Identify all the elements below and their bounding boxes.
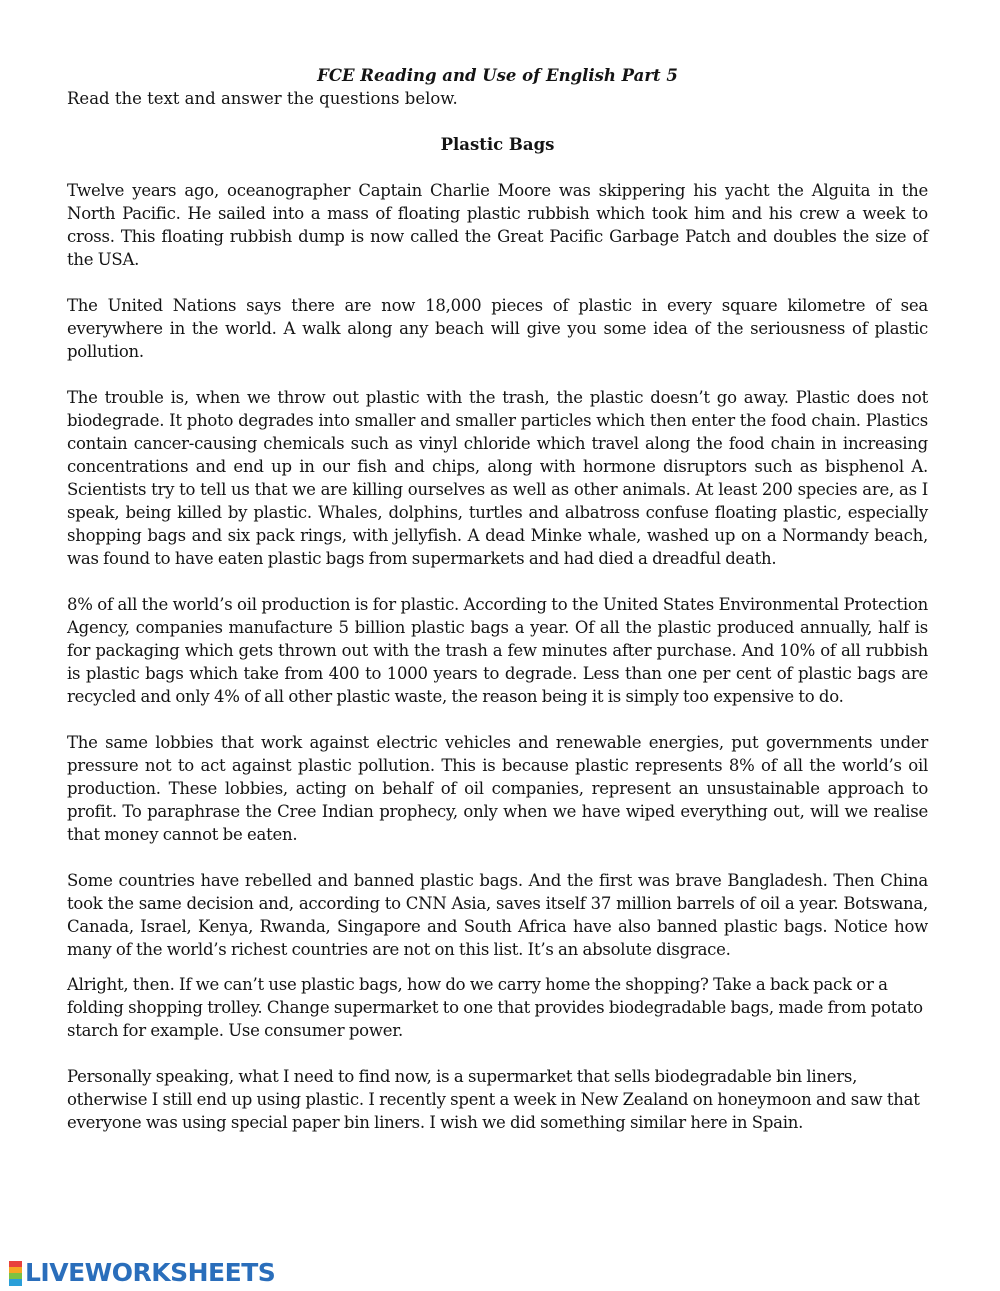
paragraph-2: The United Nations says there are now 18,000 pieces of plastic in every square kilometre of sea everywhere in the world. A walk along any beach will give you some idea of the seriousness of plastic pollution. <box>67 296 928 361</box>
liveworksheets-logo[interactable] <box>9 1258 275 1288</box>
paragraph-8: Personally speaking, what I need to find now, is a supermarket that sells biodegradable bin liners, otherwise I still end up using plastic. I recently spent a week in New Zealand on honeymoon and saw that everyone was using special paper bin liners. I wish we did something similar here in Spain. <box>67 1067 920 1132</box>
paragraph-3: The trouble is, when we throw out plastic with the trash, the plastic doesn’t go away. Plastic does not biodegrade. It photo degrades into smaller and smaller particles which then enter the food chain. Plastics contain cancer-causing chemicals such as vinyl chloride which travel along the food chain in increasing concentrations and end up in our fish and chips, along with hormone disruptors such as bisphenol A. Scientists try to tell us that we are killing ourselves as well as other animals. At least 200 species are, as I speak, being killed by plastic. Whales, dolphins, turtles and albatross confuse floating plastic, especially shopping bags and six pack rings, with jellyfish. A dead Minke whale, washed up on a Normandy beach, was found to have eaten plastic bags from supermarkets and had died a dreadful death. <box>67 388 928 568</box>
paragraph-4: 8% of all the world’s oil production is for plastic. According to the United States Environmental Protection Agency, companies manufacture 5 billion plastic bags a year. Of all the plastic produced annually, half is for packaging which gets thrown out with the trash a few minutes after purchase. And 10% of all rubbish is plastic bags which take from 400 to 1000 years to degrade. Less than one per cent of plastic bags are recycled and only 4% of all other plastic waste, the reason being it is simply too expensive to do. <box>67 595 928 706</box>
paragraph-5: The same lobbies that work against electric vehicles and renewable energies, put governments under pressure not to act against plastic pollution. This is because plastic represents 8% of all the world’s oil production. These lobbies, acting on behalf of oil companies, represent an unsustainable approach to profit. To paraphrase the Cree Indian prophecy, only when we have wiped everything out, will we realise that money cannot be eaten. <box>67 733 928 844</box>
paragraph-1: Twelve years ago, oceanographer Captain Charlie Moore was skippering his yacht the Alguita in the North Pacific. He sailed into a mass of floating plastic rubbish which took him and his crew a week to cross. This floating rubbish dump is now called the Great Pacific Garbage Patch and doubles the size of the USA. <box>67 181 928 269</box>
logo-stripe <box>9 1279 22 1285</box>
logo-text: LIVEWORKSHEETS <box>25 1258 276 1287</box>
liveworksheets-logo-icon <box>9 1261 23 1286</box>
paragraph-7: Alright, then. If we can’t use plastic bags, how do we carry home the shopping? Take a back pack or a folding shopping trolley. Change supermarket to one that provides biodegradable bags, made from potato starch for example. Use consumer power. <box>67 975 923 1040</box>
paragraph-6: Some countries have rebelled and banned plastic bags. And the first was brave Bangladesh. Then China took the same decision and, according to CNN Asia, saves itself 37 million barrels of oil a year. Botswana, Canada, Israel, Kenya, Rwanda, Singapore and South Africa have also banned plastic bags. Notice how many of the world’s richest countries are not on this list. It’s an absolute disgrace. <box>67 871 928 959</box>
article-title: Plastic Bags <box>440 135 555 154</box>
instructions: Read the text and answer the questions below. <box>67 89 458 108</box>
worksheet-page <box>67 64 928 1157</box>
exam-part-heading: FCE Reading and Use of English Part 5 <box>317 66 678 85</box>
